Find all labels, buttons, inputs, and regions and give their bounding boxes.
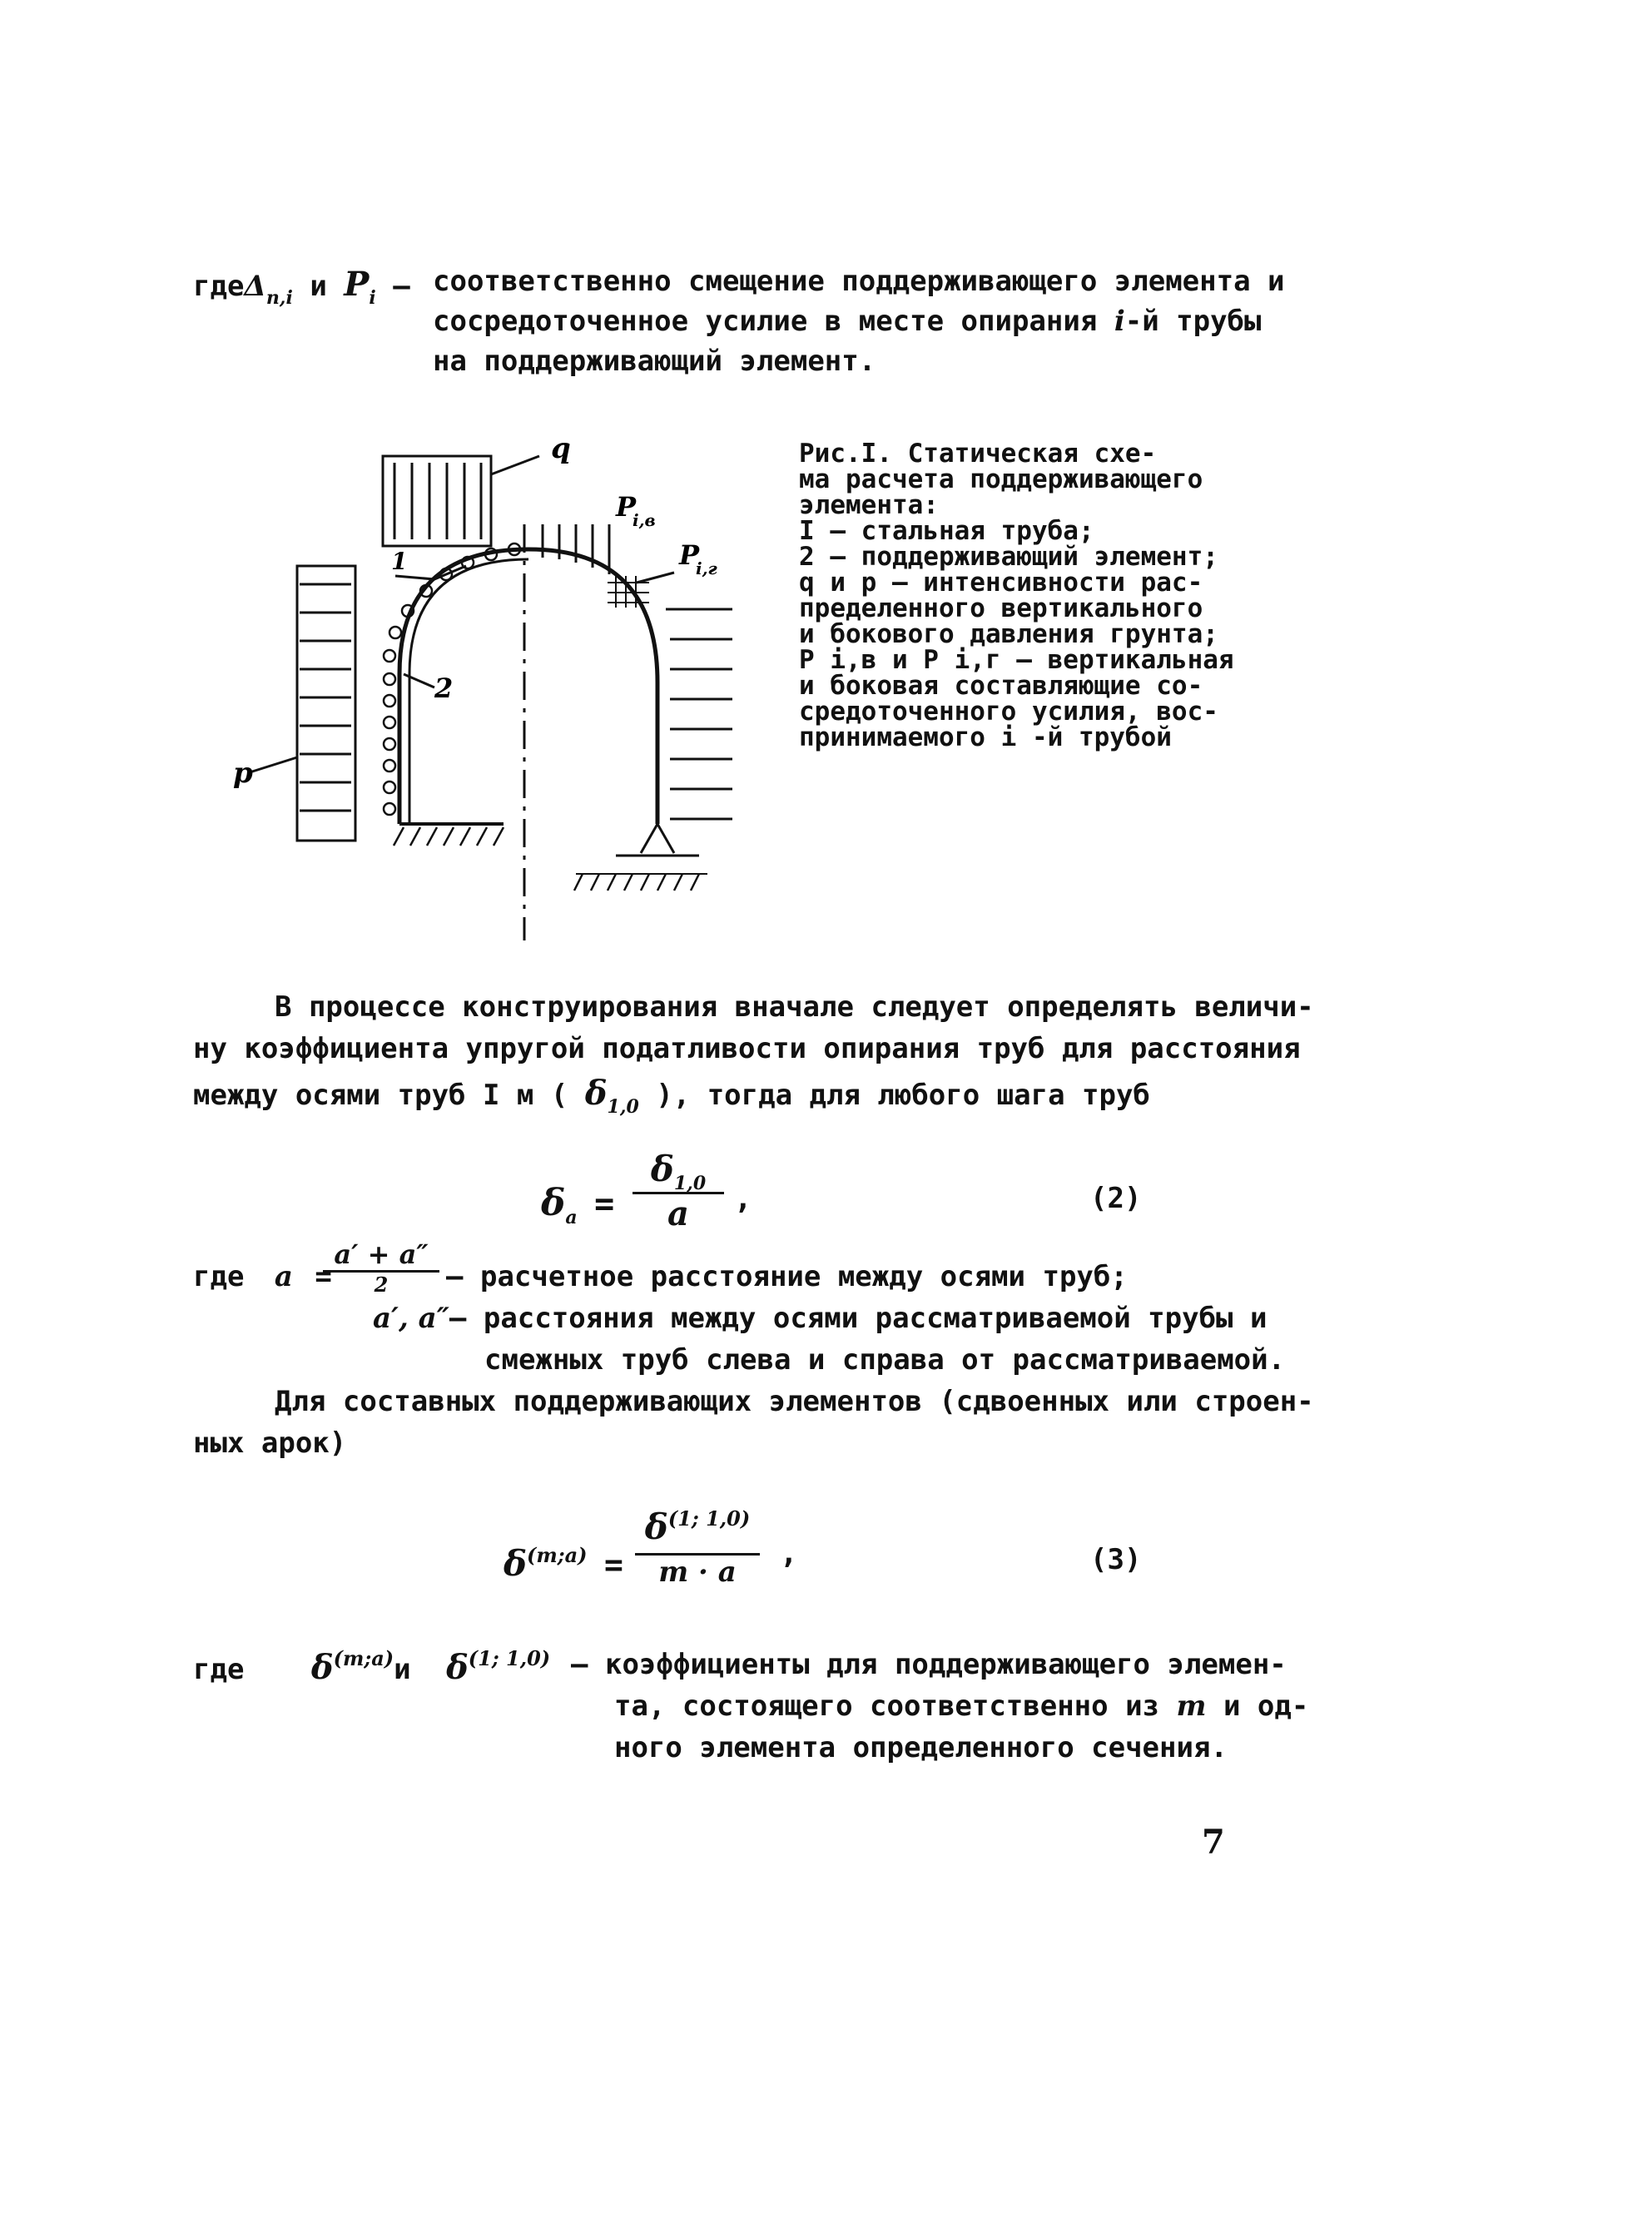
caption-line: ма расчета поддерживающего bbox=[799, 464, 1203, 494]
q-load-arrows bbox=[394, 463, 481, 539]
caption-line: 2 – поддерживающий элемент; bbox=[799, 542, 1218, 572]
structural-diagram bbox=[216, 433, 749, 949]
para1-line-3 bbox=[193, 1074, 1150, 1118]
label-piv: P bbox=[616, 491, 637, 523]
where-a-line-3: смежных труб слева и справа от рассматриваемой. bbox=[484, 1343, 1286, 1377]
intro-line-1 bbox=[193, 265, 410, 309]
eq2-fraction bbox=[633, 1149, 724, 1233]
caption-line: Рис.I. Статическая схе- bbox=[799, 439, 1157, 469]
caption-line: средоточенного усилия, вос- bbox=[799, 697, 1218, 727]
eq2-number: (2) bbox=[1090, 1182, 1142, 1215]
intro-text-line-1: соответственно смещение поддерживающего элемента и bbox=[433, 265, 1285, 298]
label-pir: P bbox=[679, 539, 700, 571]
where-a-a: a bbox=[274, 1260, 293, 1293]
equation-2 bbox=[541, 1149, 1142, 1240]
where-a-prefix bbox=[193, 1260, 332, 1293]
where-a-prefix-text: где bbox=[193, 1260, 245, 1293]
where-a-text2: расстояния между осями рассматриваемой трубы и bbox=[483, 1302, 1268, 1335]
caption-line: принимаемого i -й трубой bbox=[799, 722, 1172, 752]
eq2-lhs-sub: a bbox=[565, 1207, 578, 1228]
where-m-text-2 bbox=[614, 1690, 1308, 1723]
where-m-line2-a: та, состоящего соответственно из bbox=[614, 1690, 1160, 1723]
intro-conj: и bbox=[310, 270, 327, 303]
caption-line: и бокового давления грунта; bbox=[799, 619, 1218, 649]
label-p: p bbox=[233, 757, 253, 790]
where-m-prefix: где bbox=[193, 1653, 245, 1686]
caption-line: I – стальная труба; bbox=[799, 516, 1094, 546]
p-load-arrows-left bbox=[300, 584, 351, 811]
p-symbol: P bbox=[344, 265, 370, 304]
caption-line: пределенного вертикального bbox=[799, 593, 1203, 623]
where-m-conj: и bbox=[394, 1653, 411, 1686]
label-1: 1 bbox=[391, 548, 408, 575]
where-m-sym2: δ bbox=[446, 1648, 469, 1687]
where-a-den: 2 bbox=[374, 1273, 389, 1297]
label-2: 2 bbox=[434, 672, 454, 704]
caption-line: q и p – интенсивности рас- bbox=[799, 568, 1203, 598]
intro-line2-i: i bbox=[1114, 305, 1125, 338]
delta-subscript: n,i bbox=[265, 287, 293, 309]
where-a-equals: = bbox=[315, 1260, 332, 1293]
where-a-sym2: a′, a″ bbox=[373, 1302, 449, 1335]
where-m-line2-b: и од- bbox=[1223, 1690, 1309, 1723]
para1-line3-a: между осями труб I м ( bbox=[193, 1079, 568, 1112]
para1-delta-sub: 1,0 bbox=[607, 1096, 639, 1118]
caption-line: P i,в и P i,г – вертикальная bbox=[799, 645, 1234, 675]
eq2-num: δ bbox=[650, 1149, 674, 1189]
intro-dash: – bbox=[393, 270, 410, 303]
eq3-num-sup: (1; 1,0) bbox=[667, 1506, 751, 1531]
eq2-comma: , bbox=[734, 1182, 752, 1216]
where-m-line1: коэффициенты для поддерживающего элемен- bbox=[604, 1648, 1287, 1681]
eq3-den: m · a bbox=[658, 1556, 737, 1589]
para1-delta: δ bbox=[584, 1074, 608, 1113]
intro-text-line-2 bbox=[433, 305, 1262, 338]
para1-line-2: ну коэффициента упругой податливости опирания труб для расстояния bbox=[193, 1032, 1301, 1065]
label-pir-sub: i,г bbox=[696, 558, 717, 578]
where-m-text-1 bbox=[571, 1648, 1287, 1681]
figure-caption bbox=[799, 441, 1234, 751]
para2-line-1: Для составных поддерживающих элементов (сдвоенных или строен- bbox=[275, 1385, 1314, 1418]
eq2-lhs: δ bbox=[541, 1182, 566, 1224]
where-m-line2-m: m bbox=[1176, 1690, 1207, 1723]
where-m-sym2-sup: (1; 1,0) bbox=[468, 1646, 551, 1670]
caption-line: и боковая составляющие со- bbox=[799, 671, 1203, 701]
intro-line2-a: сосредоточенное усилие в месте опирания bbox=[433, 305, 1098, 338]
where-m-dash: – bbox=[571, 1648, 588, 1681]
where-a-line-2 bbox=[373, 1302, 1267, 1335]
intro-line2-b: -й трубы bbox=[1124, 305, 1262, 338]
where-m-line-1 bbox=[193, 1648, 550, 1687]
where-a-text1: расчетное расстояние между осями труб; bbox=[479, 1260, 1128, 1293]
eq3-number: (3) bbox=[1090, 1543, 1142, 1576]
eq3-lhs: δ bbox=[504, 1543, 528, 1584]
para1-line-1: В процессе конструирования вначале следует определять величи- bbox=[275, 990, 1314, 1024]
eq2-den: a bbox=[667, 1194, 689, 1233]
p-subscript: i bbox=[369, 287, 376, 309]
delta-symbol: Δ bbox=[244, 270, 266, 303]
equation-3 bbox=[504, 1503, 1142, 1603]
intro-prefix: где bbox=[193, 270, 245, 303]
where-a-num: a′ + a″ bbox=[334, 1238, 429, 1270]
eq2-equals: = bbox=[594, 1185, 615, 1223]
eq3-comma: , bbox=[780, 1536, 798, 1570]
label-piv-sub: i,в bbox=[633, 510, 656, 530]
where-a-dash2: – bbox=[449, 1302, 467, 1335]
where-a-dash1: – bbox=[446, 1260, 464, 1293]
label-q: q bbox=[551, 433, 571, 465]
where-a-line-1 bbox=[446, 1260, 1128, 1293]
where-m-sym1: δ bbox=[310, 1648, 334, 1687]
page-number: 7 bbox=[1202, 1823, 1225, 1862]
eq2-num-sub: 1,0 bbox=[673, 1173, 707, 1194]
caption-line: элемента: bbox=[799, 490, 939, 520]
where-m-text-3: ного элемента определенного сечения. bbox=[614, 1731, 1228, 1764]
intro-text-line-3: на поддерживающий элемент. bbox=[433, 345, 876, 378]
eq3-equals: = bbox=[604, 1546, 623, 1583]
where-m-sym1-sup: (m;a) bbox=[333, 1646, 394, 1670]
eq3-fraction bbox=[635, 1506, 760, 1589]
para1-line3-b: ), тогда для любого шага труб bbox=[656, 1079, 1150, 1112]
para2-line-2: ных арок) bbox=[193, 1427, 347, 1460]
eq3-lhs-sup: (m;a) bbox=[527, 1543, 588, 1567]
where-a-fraction bbox=[323, 1238, 439, 1297]
p-load-arrows-right bbox=[666, 609, 732, 819]
eq3-num: δ bbox=[644, 1506, 668, 1547]
